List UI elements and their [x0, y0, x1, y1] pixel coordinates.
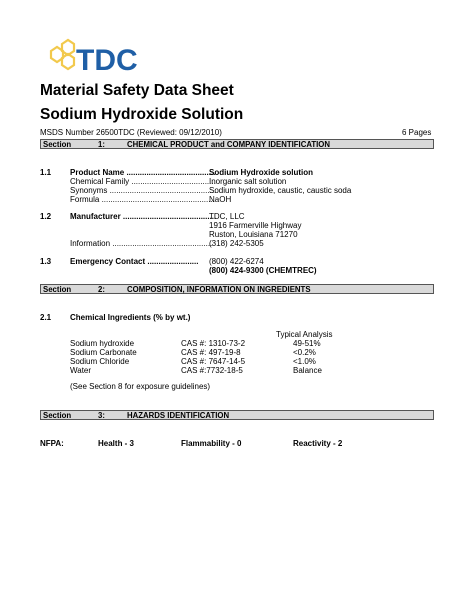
msds-number: MSDS Number 26500TDC (Reviewed: 09/12/2010) — [40, 128, 222, 137]
emergency-contact-label: Emergency Contact ....................... — [70, 257, 199, 266]
section-label: Section — [43, 411, 72, 420]
product-name-value: Sodium Hydroxide solution — [209, 168, 314, 177]
product-name-label: Product Name ........................................ — [70, 168, 216, 177]
exposure-note: (See Section 8 for exposure guidelines) — [70, 382, 211, 391]
ingredient-name: Sodium Carbonate — [70, 348, 137, 357]
chemical-family-label: Chemical Family ...................................... — [70, 177, 216, 186]
nfpa-health: Health - 3 — [98, 439, 135, 448]
section-3-header — [40, 410, 434, 420]
section-title: CHEMICAL PRODUCT and COMPANY IDENTIFICATION — [127, 140, 331, 149]
ingredients-title: Chemical Ingredients (% by wt.) — [70, 313, 191, 322]
nfpa-flammability: Flammability - 0 — [181, 439, 242, 448]
product-title: Sodium Hydroxide Solution — [40, 106, 244, 123]
address-line-1: 1916 Farmerville Highway — [209, 221, 302, 230]
section-number: 3: — [98, 411, 105, 420]
logo-text: TDC — [76, 44, 138, 77]
nfpa-reactivity: Reactivity - 2 — [293, 439, 343, 448]
section-title: COMPOSITION, INFORMATION ON INGREDIENTS — [127, 285, 311, 294]
hexagon-logo-icon — [40, 37, 160, 81]
section-number: 1: — [98, 140, 105, 149]
manufacturer-value: TDC, LLC — [209, 212, 245, 221]
ingredient-cas: CAS #:7732-18-5 — [181, 366, 243, 375]
chemical-family-value: Inorganic salt solution — [209, 177, 287, 186]
section-title: HAZARDS IDENTIFICATION — [127, 411, 230, 420]
ingredient-cas: CAS #: 1310-73-2 — [181, 339, 246, 348]
ingredient-name: Water — [70, 366, 92, 375]
nfpa-label: NFPA: — [40, 439, 64, 448]
document-title: Material Safety Data Sheet — [40, 82, 234, 99]
item-number: 1.1 — [40, 168, 52, 177]
emergency-phone-1: (800) 422-6274 — [209, 257, 264, 266]
section-1-header — [40, 139, 434, 149]
section-2-header — [40, 284, 434, 294]
ingredient-value: Balance — [293, 366, 322, 375]
formula-value: NaOH — [209, 195, 232, 204]
information-label: Information ............................................. — [70, 239, 213, 248]
page-count: 6 Pages — [402, 128, 432, 137]
synonyms-label: Synonyms ................................................ — [70, 186, 217, 195]
ingredient-name: Sodium hydroxide — [70, 339, 135, 348]
ingredient-cas: CAS #: 497-19-8 — [181, 348, 241, 357]
ingredient-value: <0.2% — [293, 348, 316, 357]
typical-analysis-header: Typical Analysis — [276, 330, 333, 339]
ingredient-value: 49-51% — [293, 339, 321, 348]
address-line-2: Ruston, Louisiana 71270 — [209, 230, 298, 239]
synonyms-value: Sodium hydroxide, caustic, caustic soda — [209, 186, 352, 195]
information-value: (318) 242-5305 — [209, 239, 264, 248]
section-label: Section — [43, 140, 72, 149]
section-label: Section — [43, 285, 72, 294]
emergency-phone-2: (800) 424-9300 (CHEMTREC) — [209, 266, 317, 275]
formula-label: Formula ................................................... — [70, 195, 215, 204]
company-logo — [40, 37, 160, 81]
ingredient-cas: CAS #: 7647-14-5 — [181, 357, 246, 366]
item-number: 1.2 — [40, 212, 52, 221]
ingredient-name: Sodium Chloride — [70, 357, 130, 366]
section-number: 2: — [98, 285, 105, 294]
ingredient-value: <1.0% — [293, 357, 316, 366]
item-number: 2.1 — [40, 313, 52, 322]
manufacturer-label: Manufacturer .......................................... — [70, 212, 217, 221]
item-number: 1.3 — [40, 257, 52, 266]
